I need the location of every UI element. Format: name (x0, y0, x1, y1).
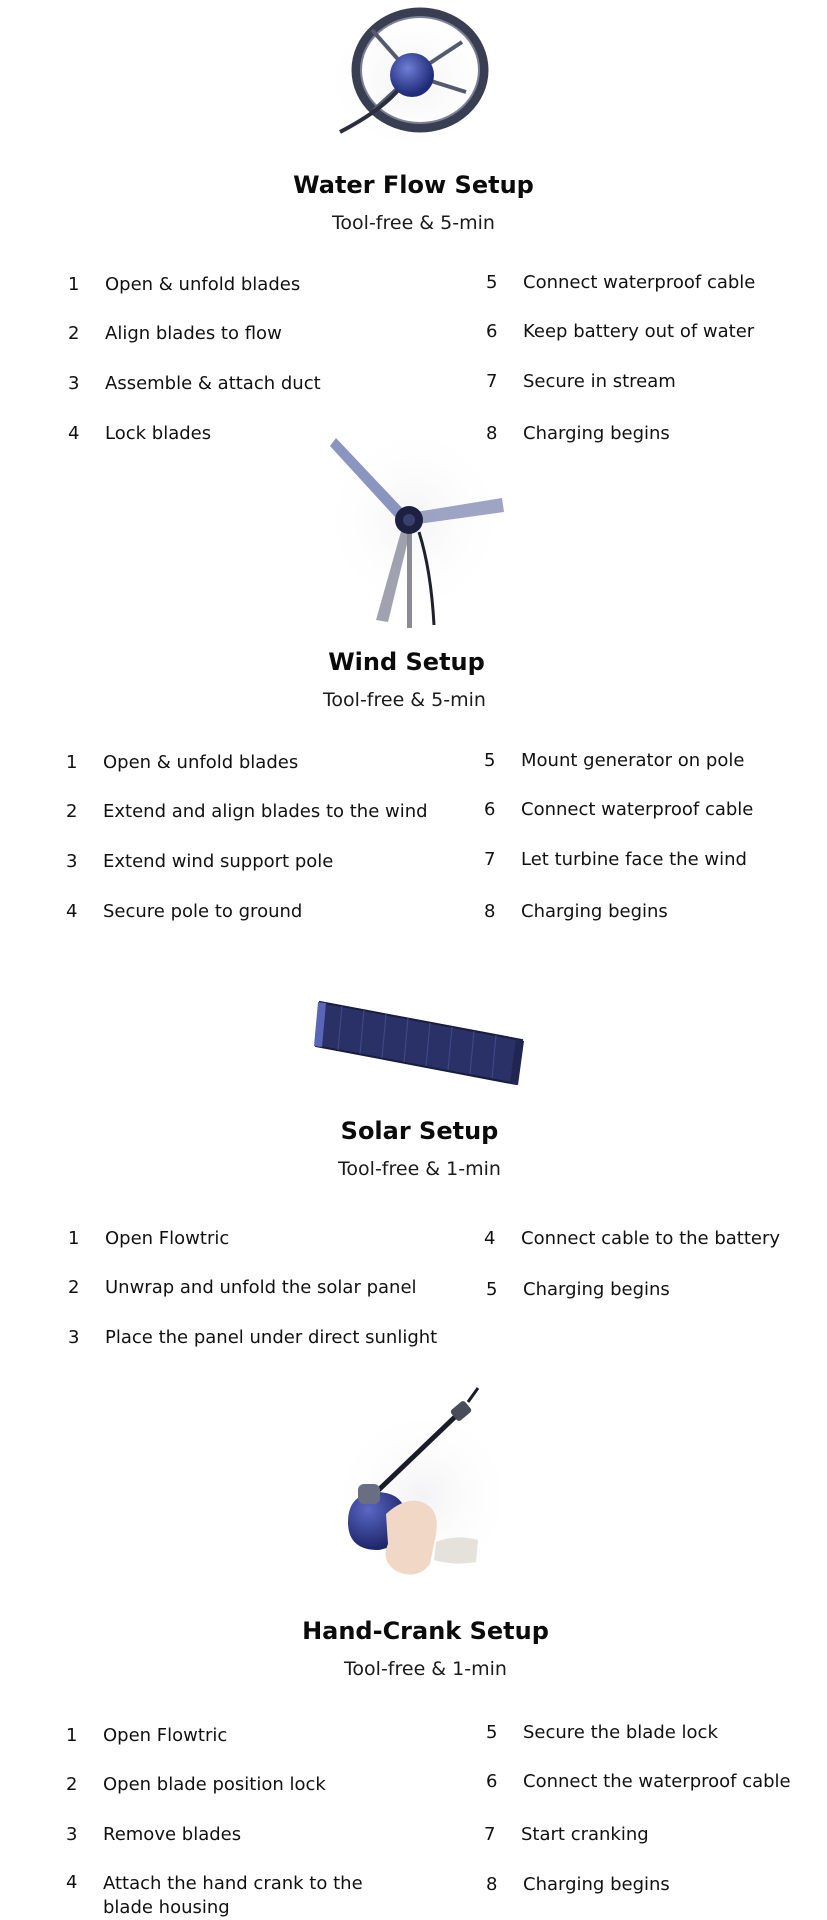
step-number: 4 (66, 1872, 78, 1893)
step-text: Connect waterproof cable (521, 799, 754, 820)
step-number: 5 (486, 1279, 498, 1300)
step-number: 6 (486, 1771, 498, 1792)
step-number: 3 (68, 1327, 80, 1348)
step-number: 4 (66, 901, 78, 922)
step-text: Open Flowtric (103, 1725, 228, 1746)
step-text: Open blade position lock (103, 1774, 326, 1795)
step-number: 8 (486, 423, 498, 444)
step-text: Extend and align blades to the wind (103, 801, 428, 822)
step-text: Secure pole to ground (103, 901, 303, 922)
step-text: Charging begins (523, 423, 670, 444)
step-number: 4 (484, 1228, 496, 1249)
step-number: 6 (486, 321, 498, 342)
step-text: Open & unfold blades (103, 752, 299, 773)
step-text: Charging begins (521, 901, 668, 922)
section-subtitle: Tool-free & 5-min (323, 689, 486, 711)
step-number: 2 (66, 801, 78, 822)
step-number: 5 (486, 272, 498, 293)
step-number: 1 (66, 752, 78, 773)
step-number: 1 (68, 1228, 80, 1249)
step-number: 2 (66, 1774, 78, 1795)
step-text: Open & unfold blades (105, 274, 301, 295)
step-text: Let turbine face the wind (521, 849, 747, 870)
step-text: Secure in stream (523, 371, 676, 392)
step-number: 3 (66, 1824, 78, 1845)
section-title: Hand-Crank Setup (302, 1617, 549, 1645)
step-text: Connect waterproof cable (523, 272, 756, 293)
step-number: 8 (486, 1874, 498, 1895)
step-number: 6 (484, 799, 496, 820)
hand-crank-icon (318, 1384, 528, 1594)
section-subtitle: Tool-free & 1-min (338, 1158, 501, 1180)
step-number: 4 (68, 423, 80, 444)
step-text: Remove blades (103, 1824, 242, 1845)
step-text: Charging begins (523, 1874, 670, 1895)
step-text: Assemble & attach duct (105, 373, 321, 394)
step-number: 3 (66, 851, 78, 872)
step-text: Open Flowtric (105, 1228, 230, 1249)
section-title: Water Flow Setup (293, 171, 534, 199)
step-text: Lock blades (105, 423, 212, 444)
step-number: 5 (486, 1722, 498, 1743)
section-subtitle: Tool-free & 1-min (344, 1658, 507, 1680)
step-number: 1 (66, 1725, 78, 1746)
step-number: 8 (484, 901, 496, 922)
solar-panel-icon (312, 996, 528, 1092)
step-text: Mount generator on pole (521, 750, 745, 771)
section-title: Wind Setup (328, 648, 485, 676)
step-number: 1 (68, 274, 80, 295)
section-subtitle: Tool-free & 5-min (332, 212, 495, 234)
step-text: Secure the blade lock (523, 1722, 718, 1743)
step-text: Unwrap and unfold the solar panel (105, 1277, 417, 1298)
step-text: Connect cable to the battery (521, 1228, 781, 1249)
step-number: 7 (484, 849, 496, 870)
section-title: Solar Setup (340, 1117, 499, 1145)
step-number: 5 (484, 750, 496, 771)
step-number: 2 (68, 323, 80, 344)
step-number: 2 (68, 1277, 80, 1298)
water-turbine-icon (312, 0, 512, 150)
wind-turbine-icon (306, 420, 516, 630)
step-number: 3 (68, 373, 80, 394)
step-text: Start cranking (521, 1824, 649, 1845)
step-number: 7 (484, 1824, 496, 1845)
step-text: Place the panel under direct sunlight (105, 1327, 438, 1348)
step-text: Charging begins (523, 1279, 670, 1300)
step-text: Keep battery out of water (523, 321, 755, 342)
step-number: 7 (486, 371, 498, 392)
step-text: Extend wind support pole (103, 851, 334, 872)
step-text: Attach the hand crank to the blade housing (103, 1873, 363, 1918)
step-text: Connect the waterproof cable (523, 1771, 791, 1792)
step-text: Align blades to flow (105, 323, 282, 344)
